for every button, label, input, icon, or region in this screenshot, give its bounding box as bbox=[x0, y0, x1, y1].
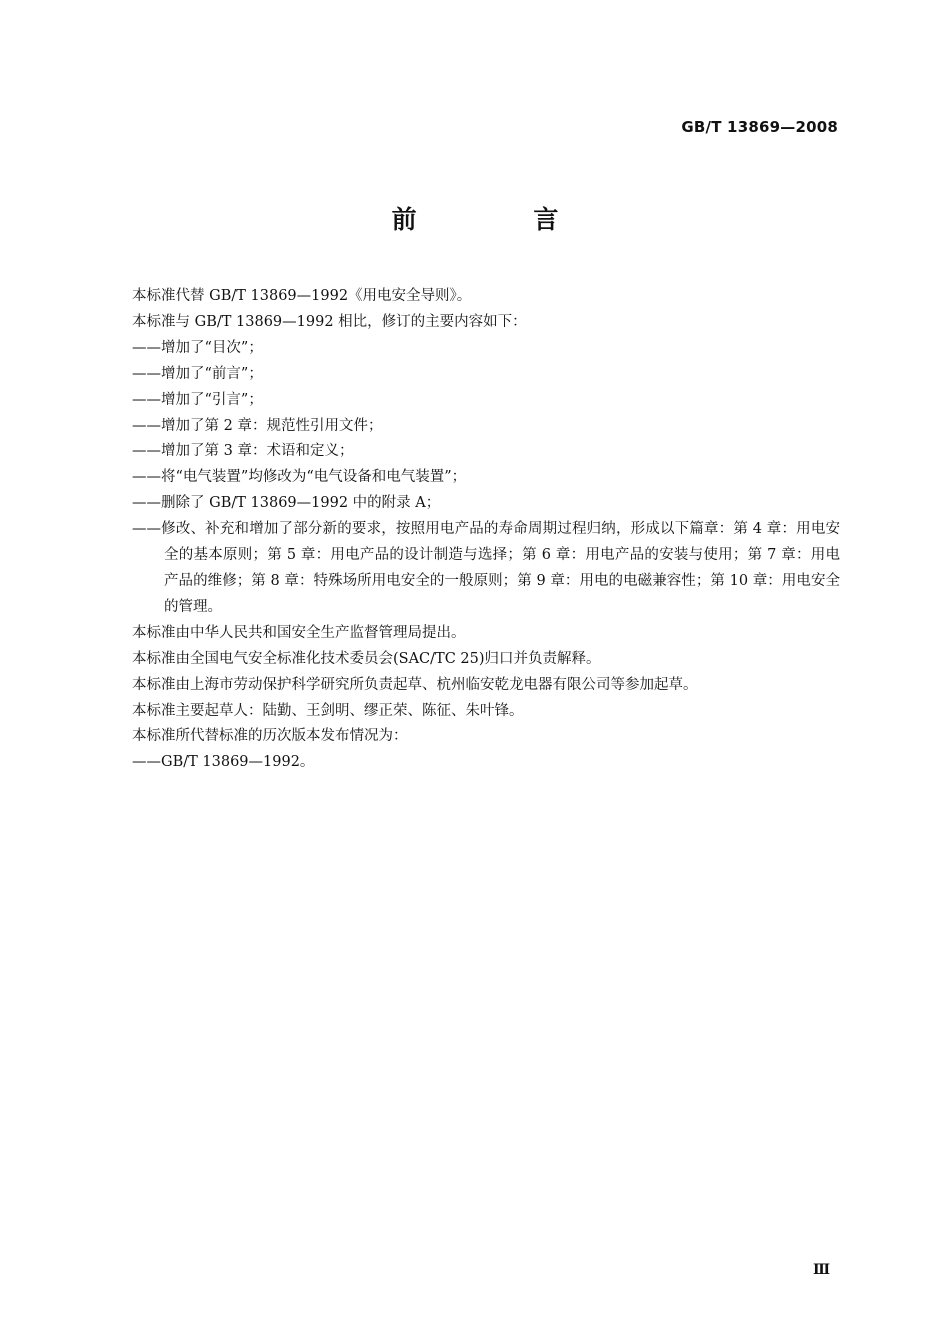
preface-body bbox=[132, 284, 840, 776]
paragraph-drafters: 本标准主要起草人：陆勤、王剑明、缪正荣、陈征、朱叶锋。 bbox=[132, 702, 524, 719]
paragraph-committee: 本标准由全国电气安全标准化技术委员会(SAC/TC 25)归口并负责解释。 bbox=[132, 650, 601, 667]
page-number: Ⅲ bbox=[812, 1262, 830, 1278]
list-item: ——删除了 GB/T 13869—1992 中的附录 A； bbox=[132, 495, 441, 512]
list-item: ——增加了“目次”； bbox=[132, 339, 263, 356]
list-item: ——增加了第 3 章：术语和定义； bbox=[132, 443, 354, 460]
list-item: ——修改、补充和增加了部分新的要求，按照用电产品的寿命周期过程归纳，形成以下篇章：第 4 章：用电安全的基本原则；第 5 章：用电产品的设计制造与选择；第 6 章：用电产品的安装与使用；第 7 章：用电产品的维修；第 8 章：特殊场所用电安全的一般原则；第 9 章：用电的电磁兼容性；第 10 章：用电安全的管理。 bbox=[132, 521, 840, 615]
paragraph-replaces: 本标准代替 GB/T 13869—1992《用电安全导则》。 bbox=[132, 288, 472, 304]
standard-code: GB/T 13869—2008 bbox=[681, 118, 838, 136]
list-item: ——增加了第 2 章：规范性引用文件； bbox=[132, 417, 383, 434]
list-item: ——增加了“引言”； bbox=[132, 391, 263, 408]
paragraph-drafters-org: 本标准由上海市劳动保护科学研究所负责起草、杭州临安乾龙电器有限公司等参加起草。 bbox=[132, 676, 698, 693]
list-item: ——将“电气装置”均修改为“电气设备和电气装置”； bbox=[132, 469, 467, 486]
history-item: ——GB/T 13869—1992。 bbox=[132, 754, 315, 771]
paragraph-proposer: 本标准由中华人民共和国安全生产监督管理局提出。 bbox=[132, 624, 466, 641]
page-title: 前 言 bbox=[391, 205, 613, 234]
paragraph-history: 本标准所代替标准的历次版本发布情况为： bbox=[132, 728, 408, 745]
list-item: ——增加了“前言”； bbox=[132, 365, 263, 382]
paragraph-changes-intro: 本标准与 GB/T 13869—1992 相比，修订的主要内容如下： bbox=[132, 313, 527, 330]
